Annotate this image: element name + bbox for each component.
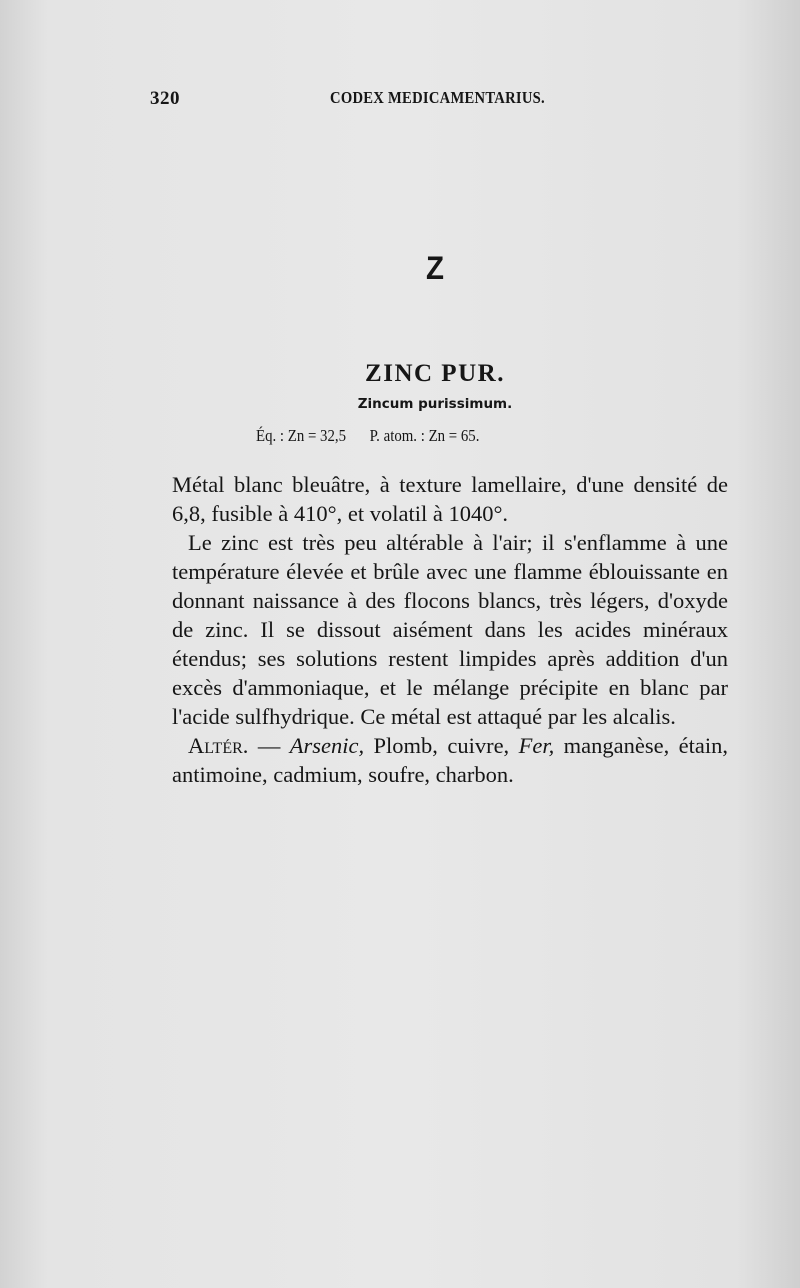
equivalent-formula: Éq. : Zn = 32,5 bbox=[256, 426, 347, 445]
alter-mid: Plomb, cuivre, bbox=[364, 733, 519, 758]
alter-fer: Fer, bbox=[518, 733, 555, 758]
paragraph-description: Métal blanc bleuâtre, à texture lamellaire, d'une densité de 6,8, fusible à 410°, et volatil à 1040°. bbox=[172, 472, 728, 526]
running-title: CODEX MEDICAMENTARIUS. bbox=[330, 88, 545, 107]
running-head bbox=[150, 88, 690, 112]
chemical-equivalents bbox=[256, 426, 479, 446]
latin-name: Zincum purissimum. bbox=[357, 396, 513, 412]
section-letter: Z bbox=[426, 250, 444, 286]
alter-label: Altér. bbox=[188, 733, 249, 758]
paragraph-alterations bbox=[172, 731, 728, 789]
alter-end: manganèse, étain, antimoine, cadmium, soufre, charbon. bbox=[172, 733, 729, 787]
page-number: 320 bbox=[150, 88, 180, 109]
alter-arsenic: Arsenic, bbox=[289, 733, 365, 758]
alter-dash: — bbox=[248, 733, 290, 758]
paragraph-properties: Le zinc est très peu altérable à l'air; il s'enflamme à une température élevée et brûle avec une flamme éblouissante en donnant naissance à des flocons blancs, très légers, d'oxyde de zinc. Il se dissout aisément dans les acides minéraux étendus; ses solutions restent limpides après addition d'un excès d'ammoniaque, et le mélange précipite en blanc par l'acide sulfhydrique. Ce métal est attaqué par les alcalis. bbox=[172, 530, 728, 729]
entry-body bbox=[172, 470, 728, 789]
entry-title: ZINC PUR. bbox=[365, 360, 505, 387]
atomic-weight-formula: P. atom. : Zn = 65. bbox=[369, 426, 480, 445]
